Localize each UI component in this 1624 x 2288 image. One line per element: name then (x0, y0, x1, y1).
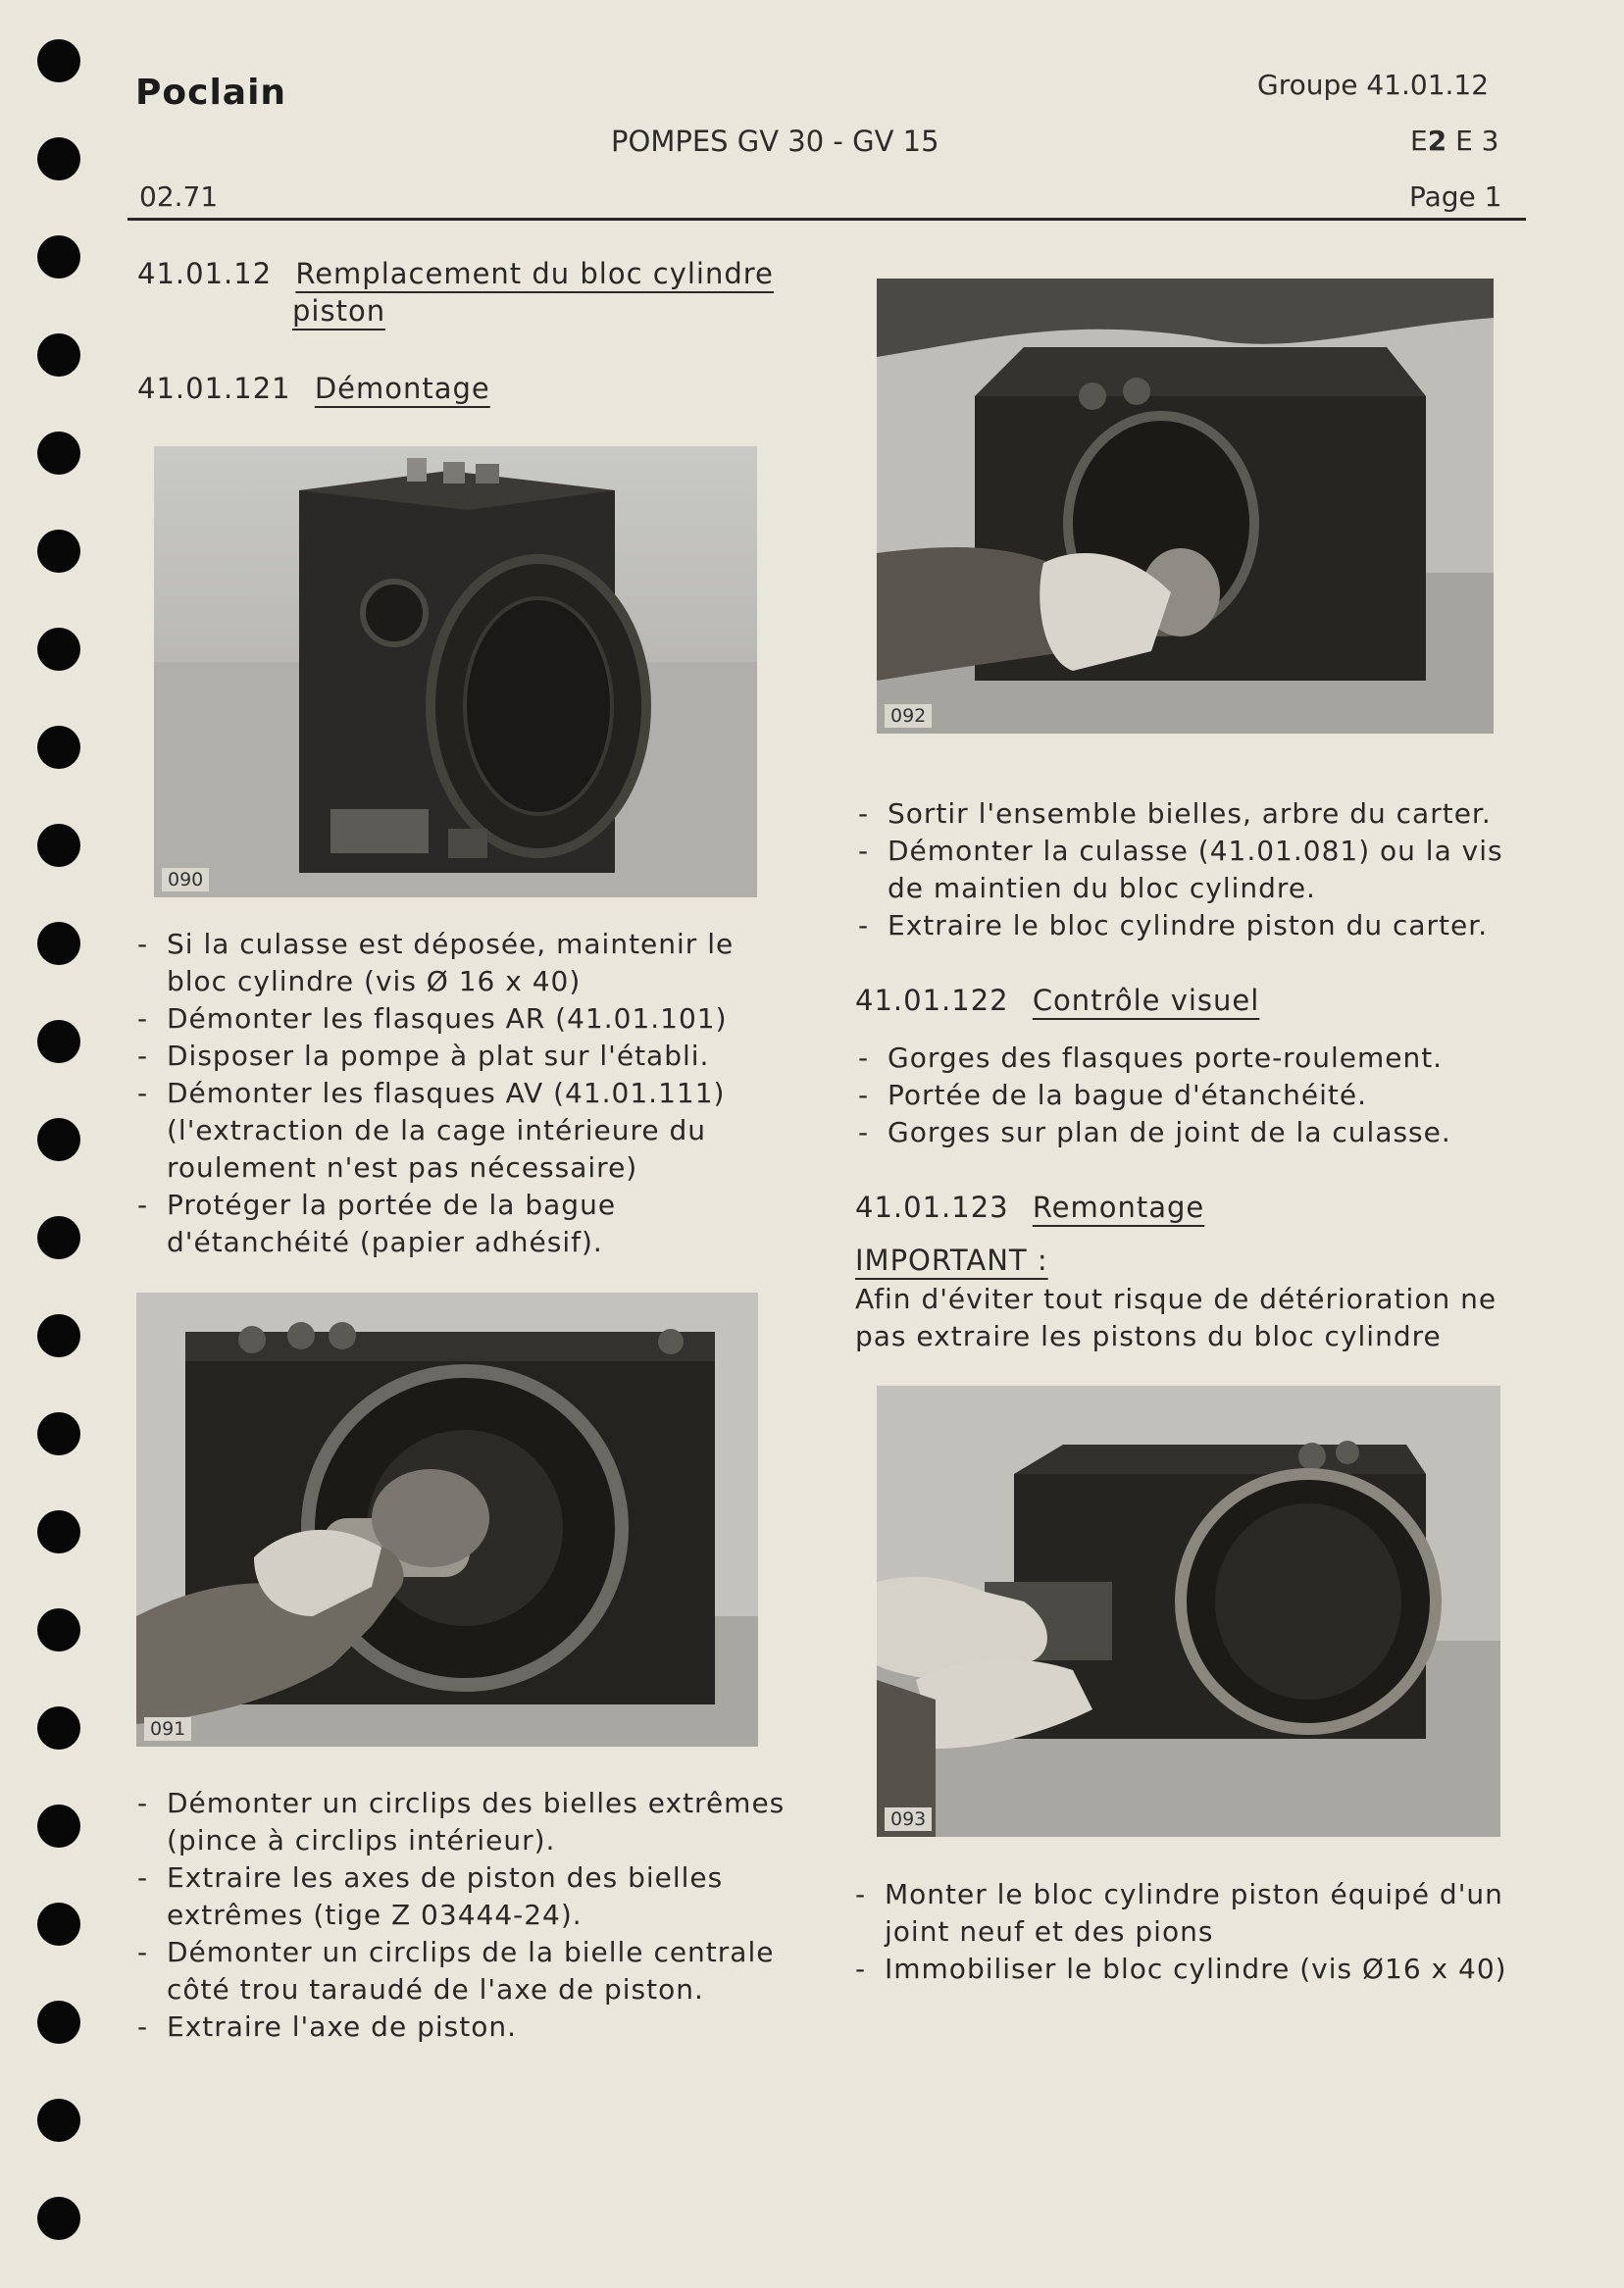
binder-hole (37, 1608, 80, 1652)
binder-hole (37, 1903, 80, 1946)
list-item: - Démonter un circlips de la bielle centrale côté trou taraudé de l'axe de piston. (137, 1934, 804, 2008)
binder-hole (37, 1020, 80, 1063)
list-item: - Démonter les flasques AR (41.01.101) (137, 1000, 804, 1038)
steps-demontage-c (858, 795, 1525, 944)
photo-093 (877, 1386, 1500, 1837)
list-item: - Monter le bloc cylindre piston équipé d'un joint neuf et des pions (855, 1876, 1532, 1951)
list-item: - Extraire les axes de piston des bielles extrêmes (tige Z 03444-24). (137, 1859, 804, 1934)
section-heading-controle (855, 981, 1259, 1020)
list-item: - Sortir l'ensemble bielles, arbre du carter. (858, 795, 1525, 833)
important-text: Afin d'éviter tout risque de détérioration ne pas extraire les pistons du bloc cylindre (855, 1283, 1497, 1352)
photo-label: 090 (162, 868, 209, 891)
list-item: - Démonter la culasse (41.01.081) ou la vis de maintien du bloc cylindre. (858, 833, 1525, 907)
list-item: - Disposer la pompe à plat sur l'établi. (137, 1038, 804, 1075)
binder-hole (37, 1412, 80, 1455)
list-item: - Démonter un circlips des bielles extrêmes (pince à circlips intérieur). (137, 1785, 804, 1859)
steps-demontage-a (137, 926, 804, 1261)
binder-hole (37, 2099, 80, 2142)
section-title: Démontage (314, 372, 490, 405)
list-item: - Extraire l'axe de piston. (137, 2008, 804, 2046)
binder-hole (37, 1314, 80, 1357)
binder-hole (37, 1805, 80, 1848)
binder-hole (37, 824, 80, 867)
assembly-photo-graphic (877, 1386, 1500, 1837)
section-title: Remplacement du bloc cylindre (295, 257, 774, 290)
edition-ref: E2 E 3 (1410, 125, 1499, 157)
list-item: - Gorges des flasques porte-roulement. (858, 1040, 1525, 1077)
binder-hole (37, 235, 80, 279)
binder-hole (37, 1216, 80, 1259)
section-number: 41.01.121 (137, 372, 291, 405)
steps-controle (858, 1040, 1525, 1151)
disassembly-photo-graphic (136, 1293, 758, 1747)
binder-hole (37, 1706, 80, 1750)
photo-092 (877, 279, 1494, 734)
pump-photo-graphic (154, 446, 757, 897)
section-number: 41.01.122 (855, 984, 1009, 1017)
binder-hole (37, 333, 80, 377)
binder-holes (37, 39, 80, 2285)
photo-label: 092 (885, 704, 932, 728)
binder-hole (37, 726, 80, 769)
photo-label: 091 (144, 1717, 191, 1741)
binder-hole (37, 628, 80, 671)
section-heading-remontage (855, 1188, 1204, 1227)
brand-logo: Poclain (135, 73, 287, 113)
binder-hole (37, 1510, 80, 1553)
doc-title: POMPES GV 30 - GV 15 (611, 125, 939, 158)
binder-hole (37, 530, 80, 573)
photo-091 (136, 1293, 758, 1747)
section-heading-demontage (137, 369, 490, 408)
list-item: - Gorges sur plan de joint de la culasse. (858, 1114, 1525, 1151)
steps-demontage-b (137, 1785, 804, 2046)
list-item: - Portée de la bague d'étanchéité. (858, 1077, 1525, 1114)
binder-hole (37, 137, 80, 180)
binder-hole (37, 922, 80, 965)
binder-hole (37, 39, 80, 82)
section-title: Remontage (1032, 1191, 1205, 1224)
list-item: - Extraire le bloc cylindre piston du carter. (858, 907, 1525, 944)
photo-090 (154, 446, 757, 897)
doc-date: 02.71 (139, 180, 219, 213)
section-number: 41.01.12 (137, 257, 273, 290)
steps-remontage (855, 1876, 1532, 1988)
binder-hole (37, 2001, 80, 2044)
important-label: IMPORTANT : (855, 1244, 1048, 1277)
binder-hole (37, 432, 80, 475)
section-number: 41.01.123 (855, 1191, 1009, 1224)
list-item: - Démonter les flasques AV (41.01.111) (l'extraction de la cage intérieure du roulement n'est pas nécessaire) (137, 1075, 804, 1187)
header-rule (127, 218, 1526, 221)
group-ref: Groupe 41.01.12 (1257, 69, 1490, 101)
section-heading-main (137, 254, 774, 293)
binder-hole (37, 2197, 80, 2240)
section-title: Contrôle visuel (1032, 984, 1260, 1017)
list-item: - Protéger la portée de la bague d'étanchéité (papier adhésif). (137, 1187, 804, 1261)
extraction-photo-graphic (877, 279, 1494, 734)
binder-hole (37, 1118, 80, 1161)
list-item: - Si la culasse est déposée, maintenir le bloc cylindre (vis Ø 16 x 40) (137, 926, 804, 1000)
page-number: Page 1 (1409, 180, 1502, 213)
section-title-cont: piston (292, 294, 386, 328)
photo-label: 093 (885, 1807, 932, 1831)
list-item: - Immobiliser le bloc cylindre (vis Ø16 x 40) (855, 1951, 1532, 1988)
